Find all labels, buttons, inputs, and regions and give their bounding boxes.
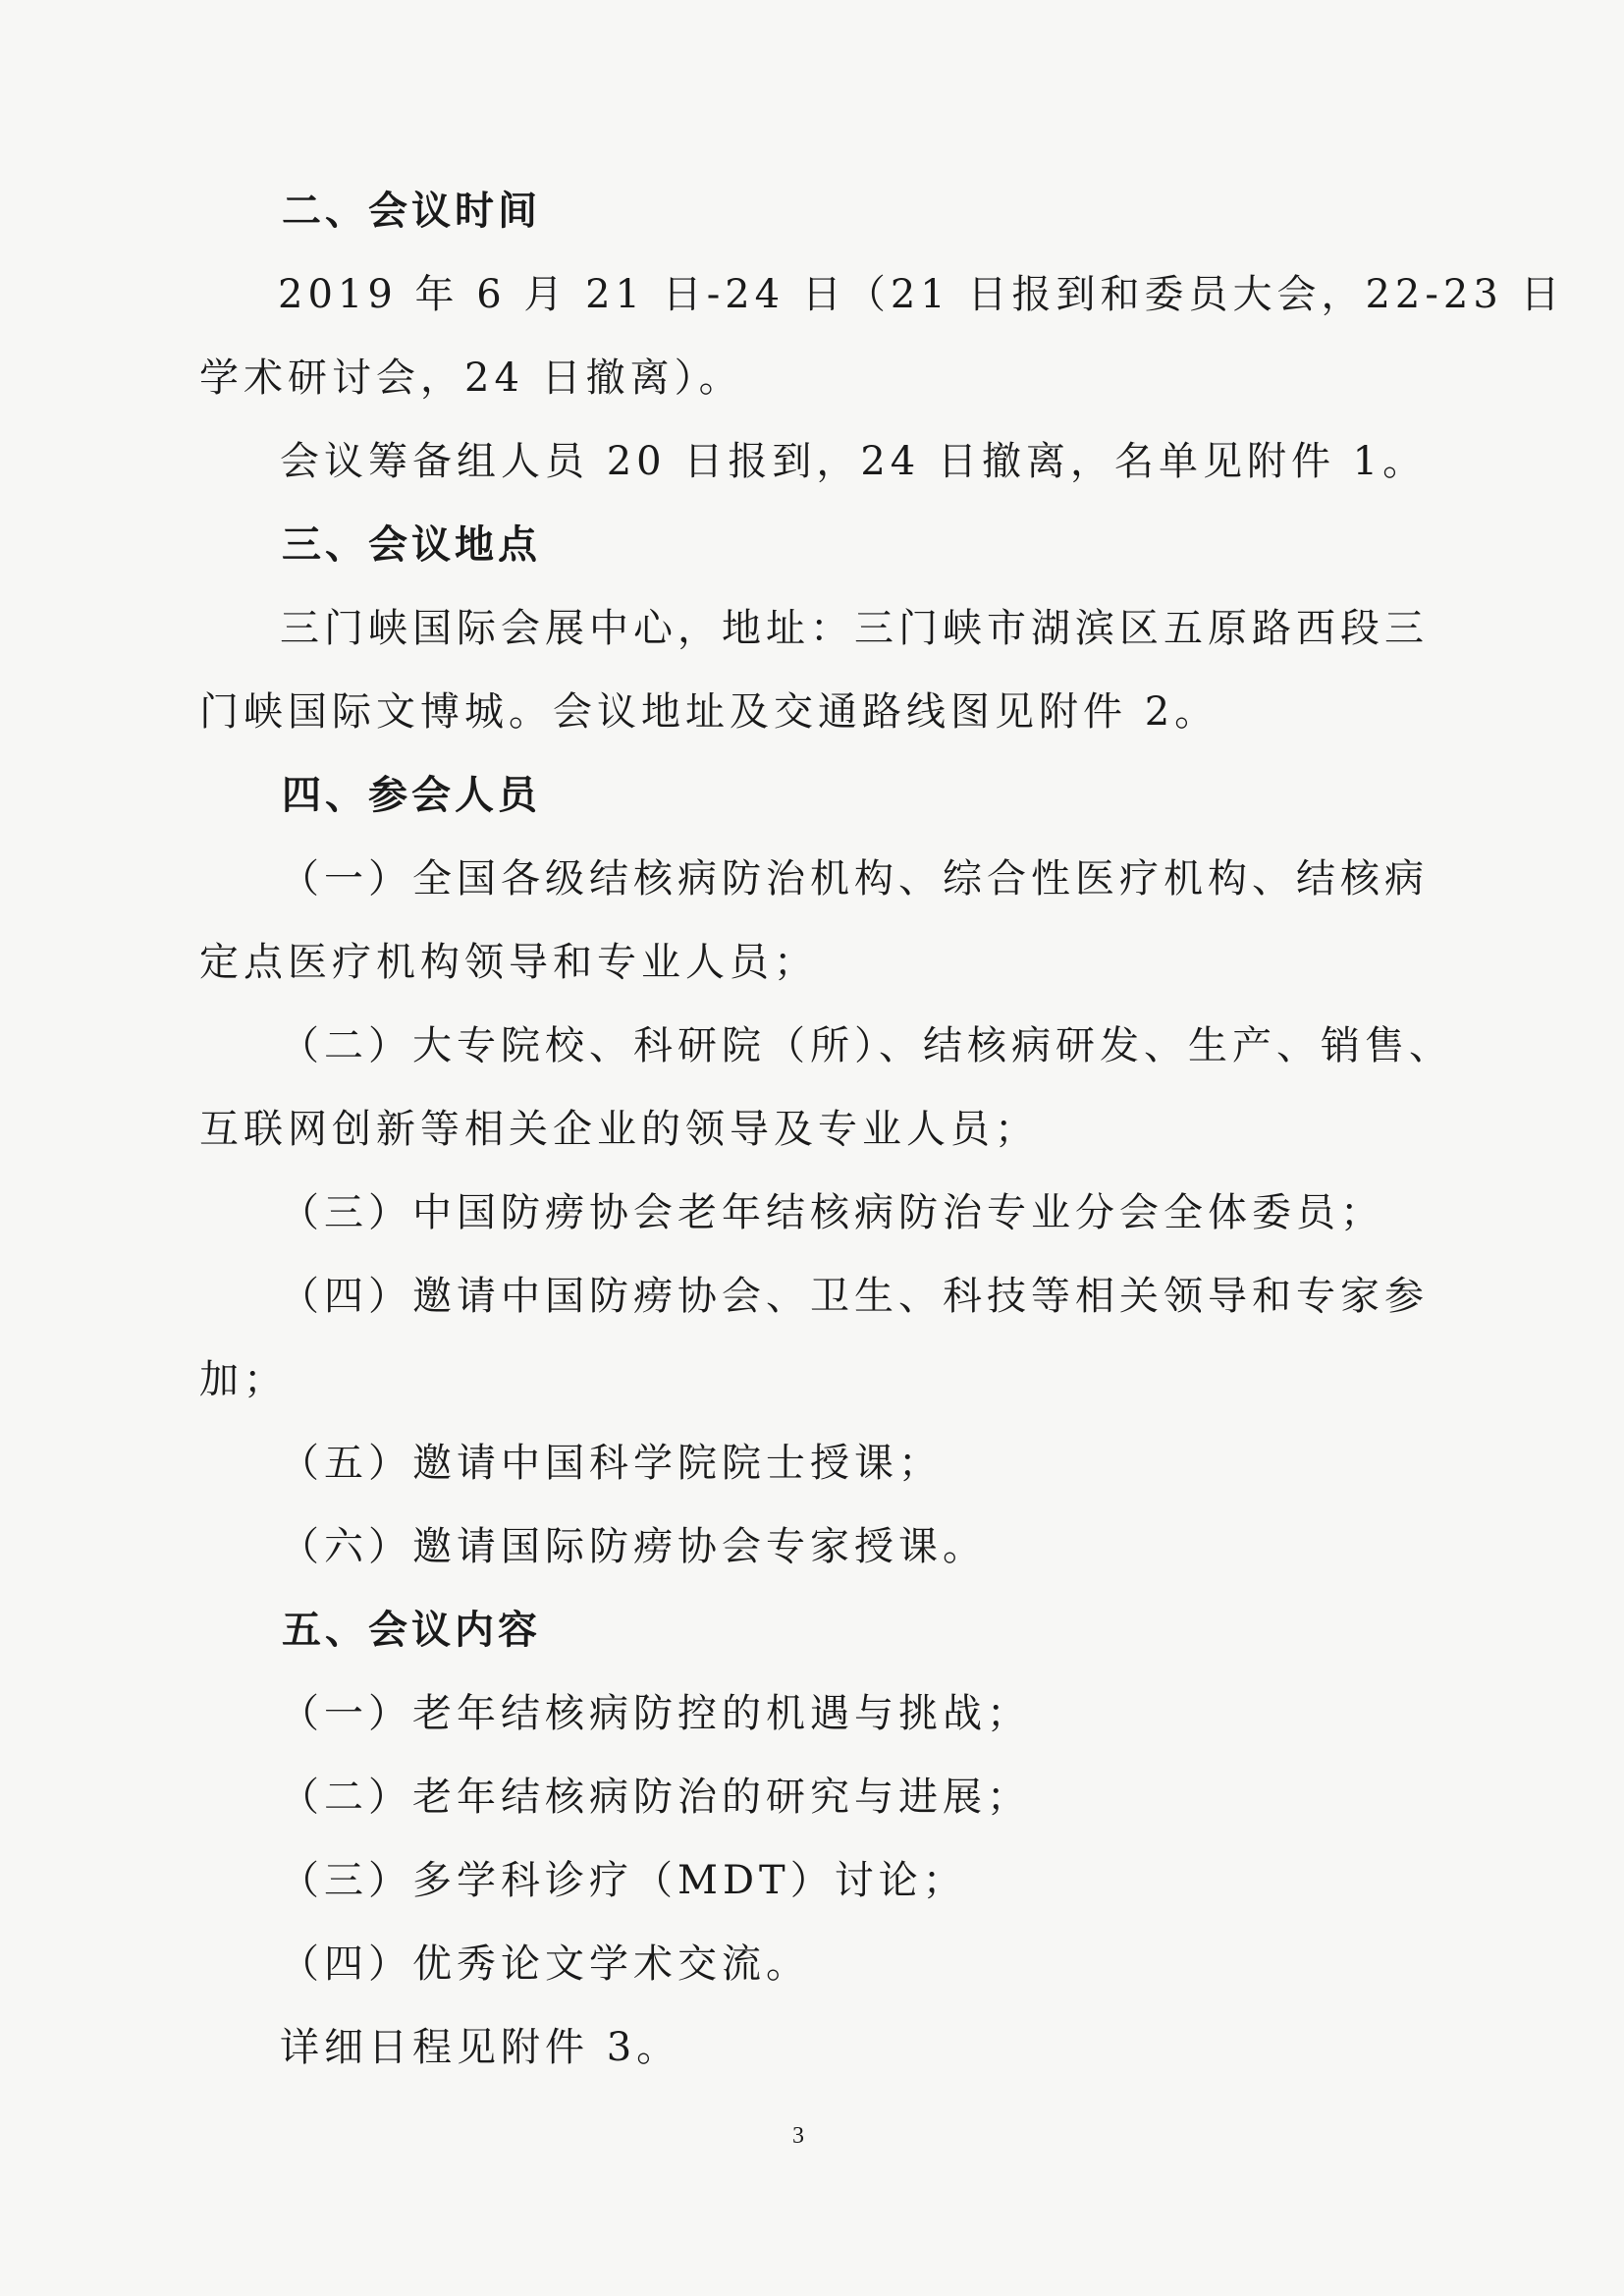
- paragraph-line: 详细日程见附件 3。: [280, 2025, 681, 2070]
- list-item-line: 定点医疗机构领导和专业人员；: [199, 940, 818, 985]
- paragraph-line: 学术研讨会，24 日撤离）。: [199, 355, 743, 401]
- page-number: 3: [792, 2123, 804, 2149]
- paragraph-line: 门峡国际文博城。会议地址及交通路线图见附件 2。: [199, 689, 1219, 735]
- list-item-line: （四）邀请中国防痨协会、卫生、科技等相关领导和专家参: [280, 1274, 1429, 1319]
- list-item-line: 互联网创新等相关企业的领导及专业人员；: [199, 1107, 1039, 1152]
- paragraph-line: 2019 年 6 月 21 日-24 日（21 日报到和委员大会，22-23 日: [278, 272, 1565, 317]
- list-item-line: 加；: [199, 1357, 288, 1402]
- list-item-line: （一）全国各级结核病防治机构、综合性医疗机构、结核病: [280, 856, 1429, 902]
- paragraph-line: 会议筹备组人员 20 日报到，24 日撤离，名单见附件 1。: [280, 439, 1428, 484]
- section-heading-time: 二、会议时间: [282, 189, 541, 234]
- section-heading-attendees: 四、参会人员: [282, 773, 541, 818]
- paragraph-line: 三门峡国际会展中心，地址：三门峡市湖滨区五原路西段三: [280, 606, 1429, 651]
- list-item-line: （四）优秀论文学术交流。: [280, 1941, 810, 1987]
- list-item-line: （二）大专院校、科研院（所）、结核病研发、生产、销售、: [280, 1023, 1453, 1068]
- list-item-line: （一）老年结核病防控的机遇与挑战；: [280, 1691, 1031, 1736]
- list-item-line: （五）邀请中国科学院院士授课；: [280, 1441, 943, 1486]
- section-heading-venue: 三、会议地点: [282, 522, 541, 568]
- list-item-line: （三）多学科诊疗（MDT）讨论；: [280, 1858, 967, 1903]
- list-item-line: （六）邀请国际防痨协会专家授课。: [280, 1524, 987, 1569]
- section-heading-content: 五、会议内容: [282, 1608, 541, 1653]
- list-item-line: （三）中国防痨协会老年结核病防治专业分会全体委员；: [280, 1190, 1384, 1235]
- list-item-line: （二）老年结核病防治的研究与进展；: [280, 1775, 1031, 1820]
